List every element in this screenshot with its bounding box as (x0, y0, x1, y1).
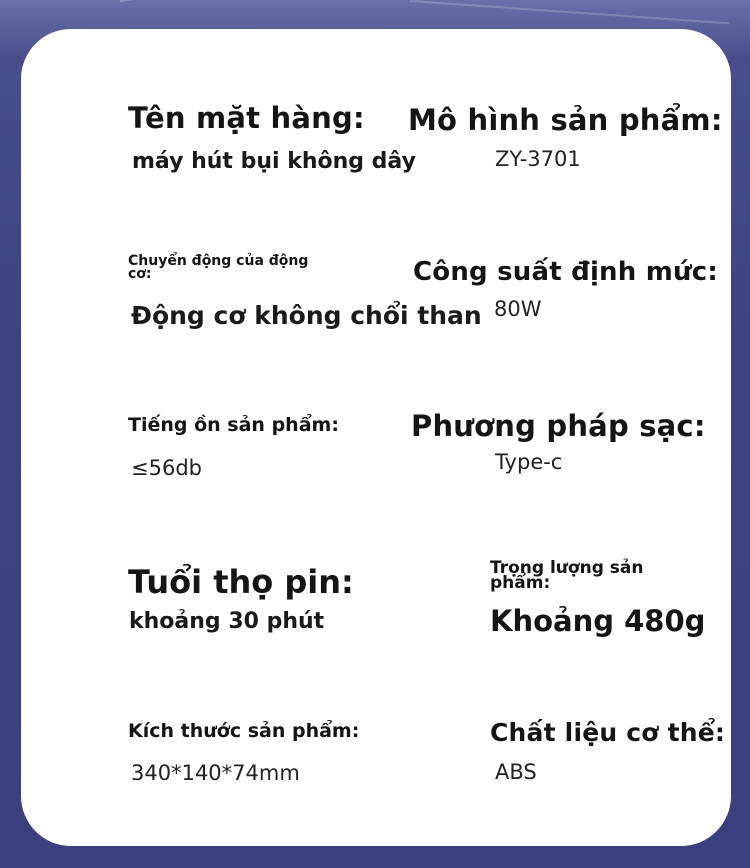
spec-value-power: 80W (494, 297, 542, 321)
spec-label-power: Công suất định mức: (413, 257, 718, 287)
spec-label-noise: Tiếng ồn sản phẩm: (128, 414, 339, 436)
spec-label-charging: Phương pháp sạc: (411, 409, 706, 443)
spec-value-motor: Động cơ không chổi than (131, 301, 482, 330)
spec-value-item-name: máy hút bụi không dây (132, 149, 416, 174)
spec-value-noise: ≤56db (131, 456, 202, 480)
spec-value-battery: khoảng 30 phút (129, 609, 325, 634)
spec-label-model: Mô hình sản phẩm: (408, 103, 723, 137)
spec-label-material: Chất liệu cơ thể: (490, 718, 726, 747)
spec-label-dimensions: Kích thước sản phẩm: (128, 720, 360, 742)
spec-value-model: ZY-3701 (495, 147, 581, 171)
spec-label-battery: Tuổi thọ pin: (128, 563, 354, 601)
spec-label-weight: Trọng lượng sản phẩm: (490, 558, 644, 593)
spec-value-charging: Type-c (495, 450, 563, 474)
spec-value-dimensions: 340*140*74mm (131, 761, 300, 785)
spec-value-material: ABS (495, 760, 537, 784)
spec-value-weight: Khoảng 480g (490, 604, 706, 638)
spec-label-item-name: Tên mặt hàng: (128, 101, 365, 135)
spec-label-motor: Chuyển động của động cơ: (128, 253, 309, 282)
